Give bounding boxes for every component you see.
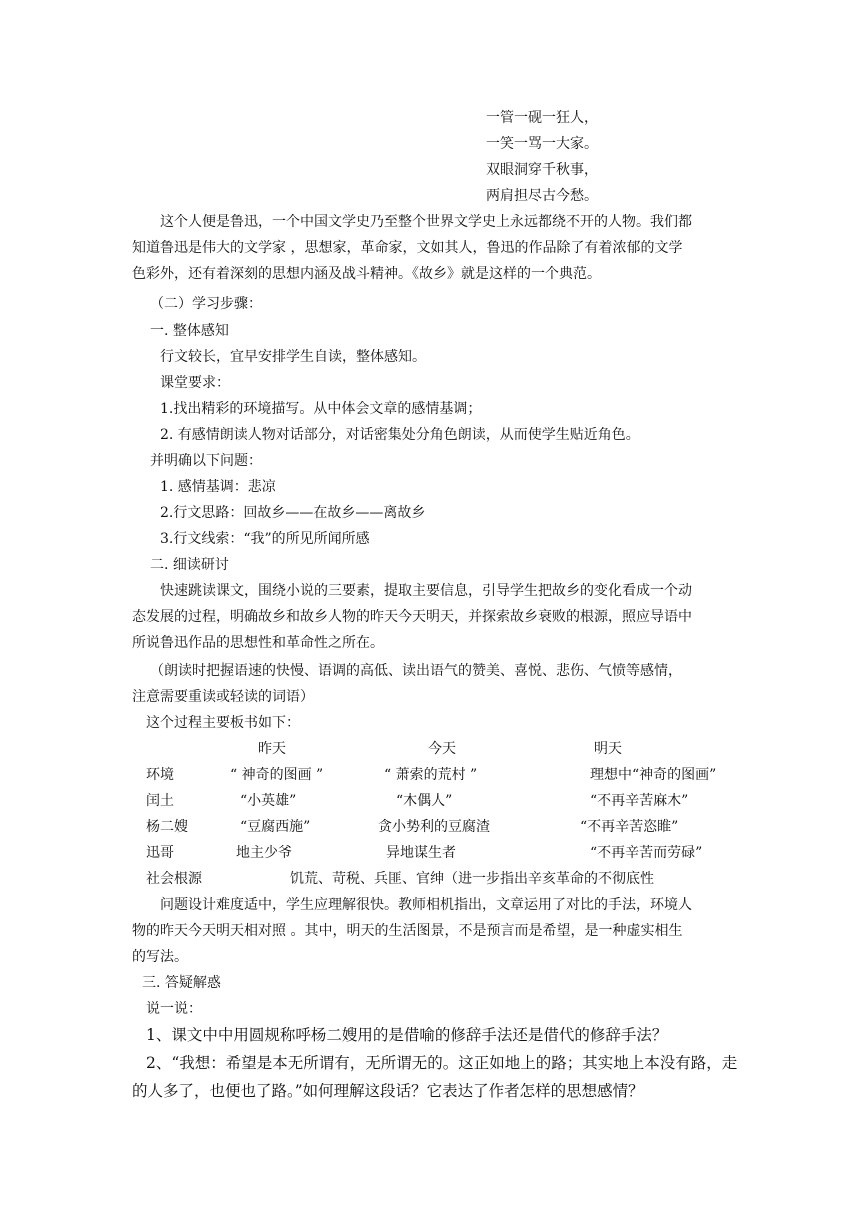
poem-line: 两肩担尽古今愁。 bbox=[486, 188, 598, 204]
board-cell: “不再辛苦恣睢” bbox=[580, 819, 679, 835]
board-row-label: 社会根源 bbox=[146, 871, 202, 887]
body-text: （朗读时把握语速的快慢、语调的高低、读出语气的赞美、喜悦、悲伤、气愤等感情， bbox=[150, 663, 682, 679]
body-text: 这个过程主要板书如下： bbox=[146, 715, 300, 731]
board-header: 今天 bbox=[428, 741, 456, 757]
list-item: 3.行文线索：“我”的所见所闻所感 bbox=[160, 531, 370, 547]
poem-line: 一笑一骂一大家。 bbox=[486, 136, 598, 152]
intro-line: 色彩外，还有着深刻的思想内涵及战斗精神。《故乡》就是这样的一个典范。 bbox=[132, 266, 601, 282]
board-cell: 地主少爷 bbox=[236, 845, 292, 861]
board-header: 明天 bbox=[594, 741, 622, 757]
board-cell: “不再辛苦而劳碌” bbox=[590, 845, 703, 861]
steps-heading: （二）学习步骤： bbox=[150, 296, 262, 312]
board-cell: “ 神奇的图画 ” bbox=[230, 767, 324, 783]
question-item: 的人多了，也便也了路。”如何理解这段话？它表达了作者怎样的思想感情？ bbox=[132, 1082, 644, 1100]
intro-line: 知道鲁迅是伟大的文学家 ，思想家，革命家，文如其人，鲁迅的作品除了有着浓郁的文学 bbox=[132, 240, 683, 256]
board-cell: 理想中“神奇的图画” bbox=[590, 767, 717, 783]
list-item: 2. 有感情朗读人物对话部分，对话密集处分角色朗读，从而使学生贴近角色。 bbox=[160, 427, 640, 443]
question-item: 1、课文中中用圆规称呼杨二嫂用的是借喻的修辞手法还是借代的修辞手法？ bbox=[146, 1026, 668, 1044]
body-text: 物的昨天今天明天相对照 。其中，明天的生活图景，不是预言而是希望，是一种虚实相生 bbox=[132, 923, 683, 939]
section-heading: 三. 答疑解惑 bbox=[142, 975, 221, 991]
board-row-label: 杨二嫂 bbox=[146, 819, 188, 835]
body-text: 所说鲁迅作品的思想性和革命性之所在。 bbox=[132, 635, 384, 651]
section-heading: 一. 整体感知 bbox=[150, 323, 229, 339]
poem-line: 双眼洞穿千秋事， bbox=[486, 162, 598, 178]
board-header: 昨天 bbox=[258, 741, 286, 757]
intro-line: 这个人便是鲁迅，一个中国文学史乃至整个世界文学史上永远都绕不开的人物。我们都 bbox=[160, 214, 692, 230]
body-text: 的写法。 bbox=[132, 949, 188, 965]
list-item: 1.找出精彩的环境描写。从中体会文章的感情基调； bbox=[160, 401, 482, 417]
body-text: 注意需要重读或轻读的词语） bbox=[132, 689, 314, 705]
board-cell: “不再辛苦麻木” bbox=[590, 793, 689, 809]
body-text: 并明确以下问题： bbox=[150, 453, 262, 469]
body-text: 态发展的过程，明确故乡和故乡人物的昨天今天明天，并探索故乡衰败的根源，照应导语中 bbox=[132, 609, 692, 625]
body-text: 问题设计难度适中，学生应理解很快。教师相机指出，文章运用了对比的手法，环境人 bbox=[160, 897, 692, 913]
board-cell: “木偶人” bbox=[396, 793, 453, 809]
board-root-text: 饥荒、苛税、兵匪、官绅（进一步指出辛亥革命的不彻底性 bbox=[290, 871, 654, 887]
poem-line: 一管一砚一狂人， bbox=[486, 110, 598, 126]
list-item: 1. 感情基调：悲凉 bbox=[160, 479, 276, 495]
section-heading: 二. 细读研讨 bbox=[150, 557, 229, 573]
body-text: 快速跳读课文，围绕小说的三要素，提取主要信息，引导学生把故乡的变化看成一个动 bbox=[160, 583, 692, 599]
question-item: 2、“我想：希望是本无所谓有，无所谓无的。这正如地上的路；其实地上本没有路，走 bbox=[146, 1054, 738, 1072]
board-cell: 异地谋生者 bbox=[386, 845, 456, 861]
board-cell: “豆腐西施” bbox=[240, 819, 311, 835]
board-cell: “小英雄” bbox=[240, 793, 297, 809]
body-text: 行文较长，宜早安排学生自读，整体感知。 bbox=[160, 349, 426, 365]
body-text: 课堂要求： bbox=[160, 375, 230, 391]
board-cell: 贪小势利的豆腐渣 bbox=[378, 819, 490, 835]
board-row-label: 迅哥 bbox=[146, 845, 174, 861]
board-cell: “ 萧索的荒村 ” bbox=[384, 767, 478, 783]
list-item: 2.行文思路：回故乡——在故乡——离故乡 bbox=[160, 505, 426, 521]
board-row-label: 闰土 bbox=[146, 793, 174, 809]
body-text: 说一说： bbox=[146, 1001, 202, 1017]
board-row-label: 环境 bbox=[146, 767, 174, 783]
